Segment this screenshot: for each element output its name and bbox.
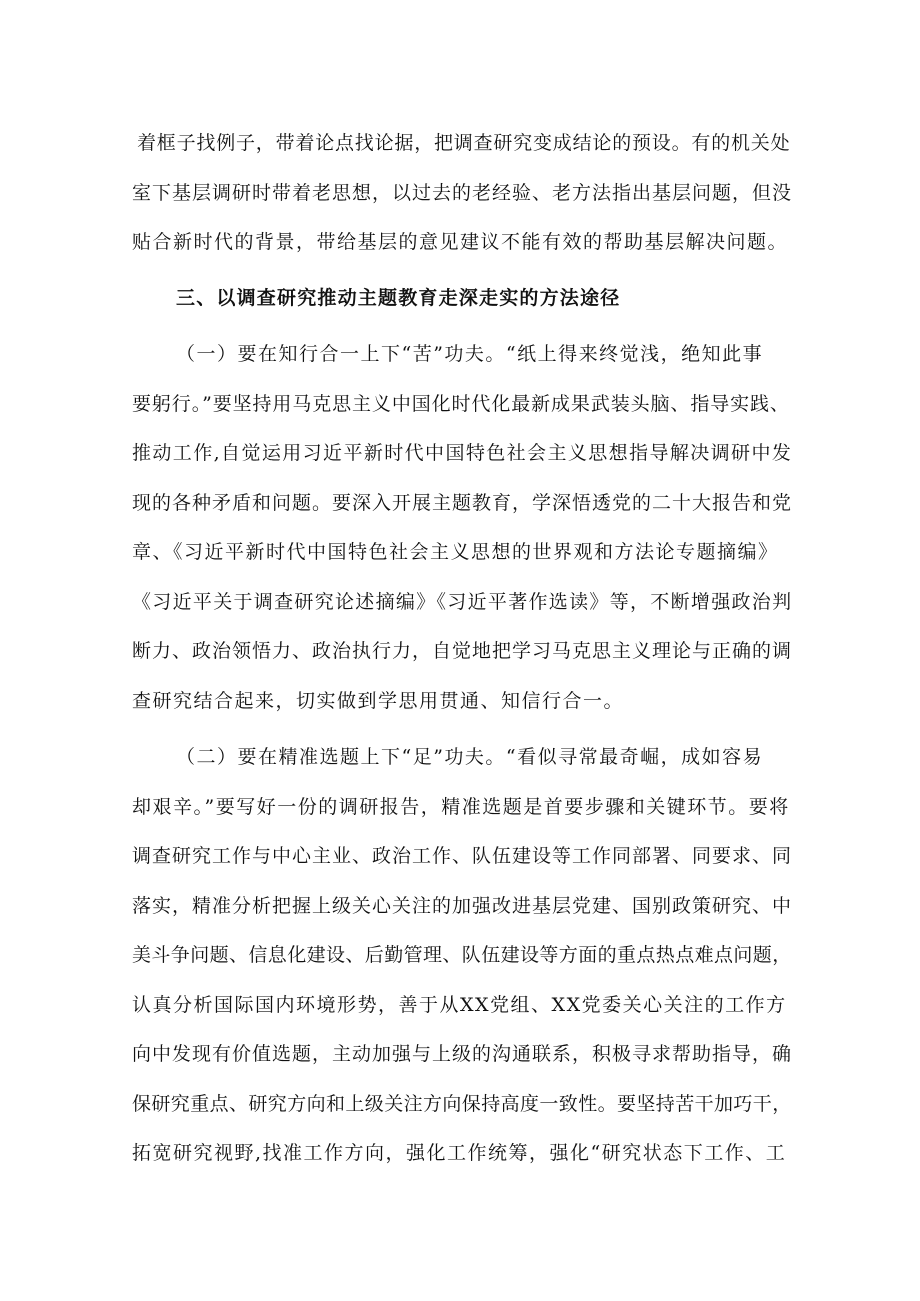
para3-line-7: 向中发现有价值选题，主动加强与上级的沟通联系，积极寻求帮助指导，确 xyxy=(132,1043,793,1065)
para3-line-4: 落实，精准分析把握上级关心关注的加强改进基层党建、国别政策研究、中 xyxy=(132,895,793,917)
para1-line-2: 室下基层调研时带着老思想，以过去的老经验、老方法指出基层问题，但没 xyxy=(132,182,793,204)
para2-line-1: （一）要在知行合一上下“苦”功夫。“纸上得来终觉浅，绝知此事 xyxy=(176,343,764,365)
para2-line-4: 现的各种矛盾和问题。要深入开展主题教育，学深悟透党的二十大报告和党 xyxy=(132,492,793,514)
para3-line-3: 调查研究工作与中心主业、政治工作、队伍建设等工作同部署、同要求、同 xyxy=(132,845,793,867)
para3-line-8: 保研究重点、研究方向和上级关注方向保持高度一致性。要坚持苦干加巧干， xyxy=(132,1093,792,1115)
para3-line-2: 却艰辛。”要写好一份的调研报告，精准选题是首要步骤和关键环节。要将 xyxy=(132,796,790,818)
para1-line-3: 贴合新时代的背景，带给基层的意见建议不能有效的帮助基层解决问题。 xyxy=(132,231,789,253)
para2-line-2: 要躬行。”要坚持用马克思主义中国化时代化最新成果武装头脑、指导实践、 xyxy=(132,393,790,415)
para2-line-6: 《习近平关于调查研究论述摘编》《习近平著作选读》等，不断增强政治判 xyxy=(132,591,793,613)
para3-line-6: 认真分析国际国内环境形势，善于从XX党组、XX党委关心关注的工作方 xyxy=(132,994,787,1016)
para3-line-5: 美斗争问题、信息化建设、后勤管理、队伍建设等方面的重点热点难点问题， xyxy=(132,944,792,966)
para2-line-3: 推动工作,自觉运用习近平新时代中国特色社会主义思想指导解决调研中发 xyxy=(132,442,793,464)
para2-line-7: 断力、政治领悟力、政治执行力，自觉地把学习马克思主义理论与正确的调 xyxy=(132,640,793,662)
para3-line-9: 拓宽研究视野,找准工作方向，强化工作统筹，强化“研究状态下工作、工 xyxy=(132,1142,787,1164)
para2-line-5: 章、《习近平新时代中国特色社会主义思想的世界观和方法论专题摘编》 xyxy=(132,541,779,563)
para3-line-1: （二）要在精准选题上下“足”功夫。“看似寻常最奇崛，成如容易 xyxy=(176,746,764,768)
para1-line-1: 着框子找例子，带着论点找论据，把调查研究变成结论的预设。有的机关处 xyxy=(137,132,791,154)
para2-line-8: 查研究结合起来，切实做到学思用贯通、知信行合一。 xyxy=(132,690,625,712)
section-heading-3: 三、以调查研究推动主题教育走深走实的方法途径 xyxy=(176,287,621,309)
